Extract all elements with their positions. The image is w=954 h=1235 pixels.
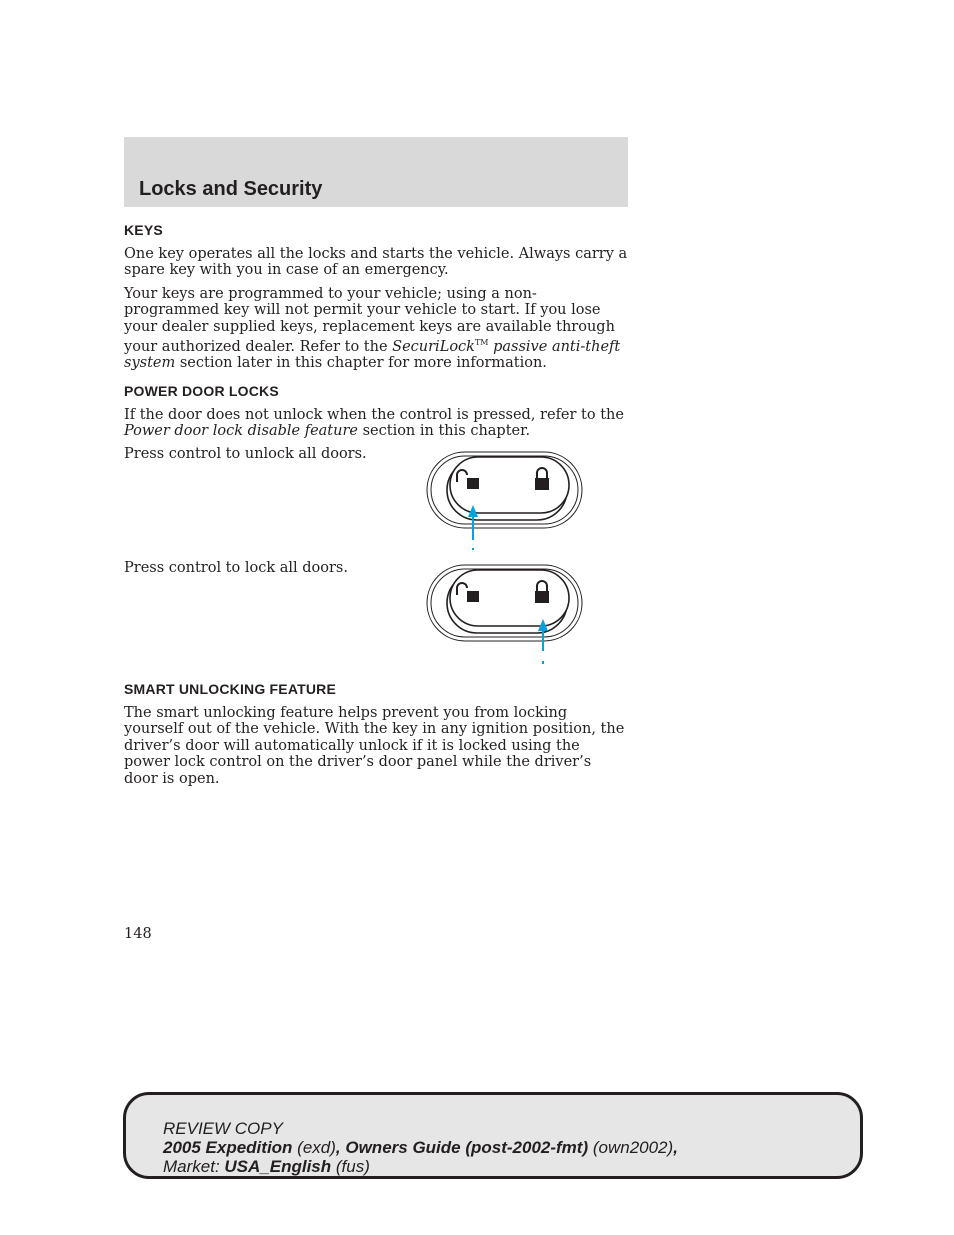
footer-text: REVIEW COPY 2005 Expedition (exd), Owners Guide (post-2002-fmt) (own2002), Market: USA_English (fus)	[163, 1119, 678, 1176]
market-name: USA_English	[224, 1157, 332, 1176]
header-band	[124, 137, 628, 207]
securilock-link: SecuriLock	[392, 339, 475, 356]
keys-paragraph-2: Your keys are programmed to your vehicle; using a non-programmed key will not permit your vehicle to start. If you lose your dealer supplied keys, replacement keys are available through your authorized dealer. Refer to the SecuriLock™ passive anti-theft system section later in this chapter for more information.	[124, 286, 621, 372]
guide-name: Owners Guide (post-2002-fmt)	[345, 1138, 589, 1157]
power-locks-paragraph: If the door does not unlock when the control is pressed, refer to the Power door lock disable feature section in this chapter.	[124, 407, 624, 440]
review-copy-label: REVIEW COPY	[163, 1119, 283, 1138]
model-name: 2005 Expedition	[163, 1138, 293, 1157]
smart-unlocking-paragraph: The smart unlocking feature helps prevent you from locking yourself out of the vehicle. With the key in any ignition position, the driver’s door will automatically unlock if it is locked using the power lock control on the driver’s door panel while the driver’s door is open.	[124, 705, 625, 787]
unlock-control-figure	[425, 450, 585, 556]
keys-paragraph-1: One key operates all the locks and starts the vehicle. Always carry a spare key with you in case of an emergency.	[124, 246, 628, 279]
lock-caption: Press control to lock all doors.	[124, 560, 348, 576]
power-door-locks-heading: POWER DOOR LOCKS	[124, 383, 279, 399]
lock-switch-bezel	[427, 565, 582, 641]
keys-heading: KEYS	[124, 222, 163, 238]
review-copy-footer	[123, 1092, 863, 1179]
market-label: Market:	[163, 1157, 225, 1176]
smart-unlocking-heading: SMART UNLOCKING FEATURE	[124, 681, 336, 697]
unlock-caption: Press control to unlock all doors.	[124, 446, 367, 462]
page-title: Locks and Security	[139, 178, 323, 200]
trademark-symbol: TM	[474, 338, 489, 348]
lock-control-figure	[425, 563, 585, 669]
lock-switch-bezel	[427, 452, 582, 528]
disable-feature-link: Power door lock disable feature	[124, 423, 358, 440]
page-number: 148	[124, 926, 152, 942]
